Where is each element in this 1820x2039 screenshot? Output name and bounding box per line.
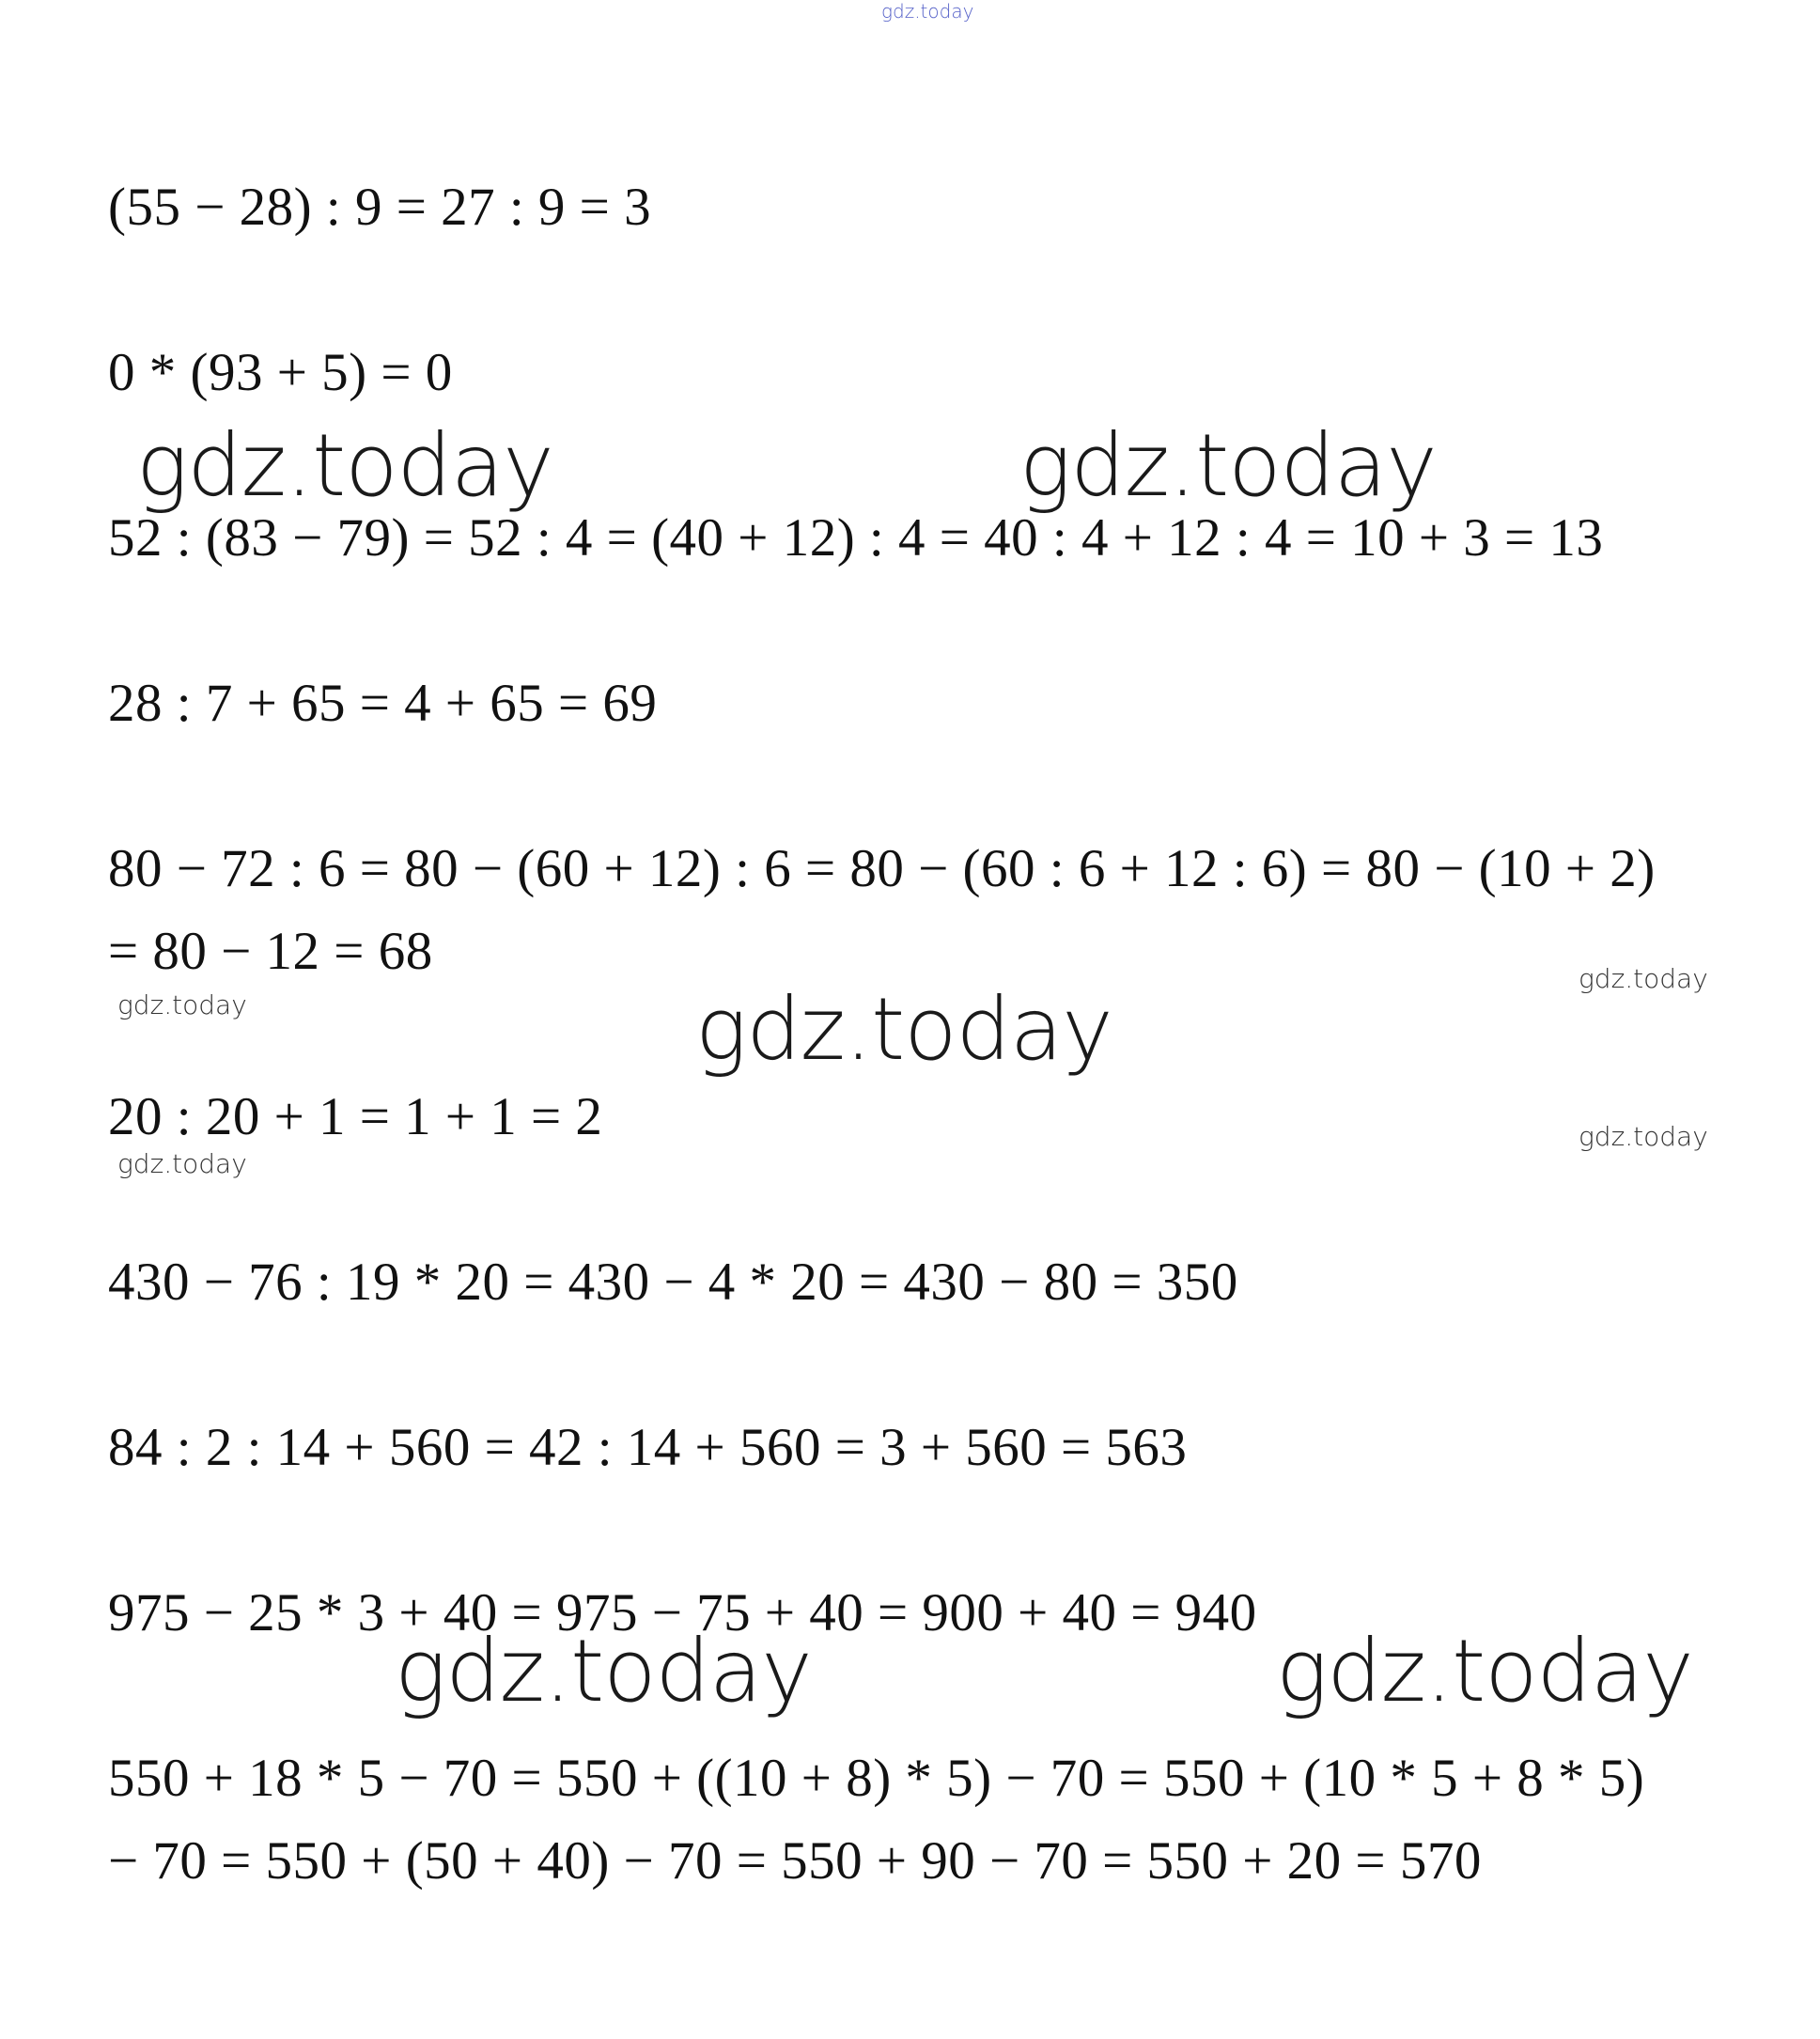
equation-line-3: 52 : (83 − 79) = 52 : 4 = (40 + 12) : 4 = 40 : 4 + 12 : 4 = 10 + 3 = 13 <box>108 508 1604 568</box>
equation-line-10: 550 + 18 * 5 − 70 = 550 + ((10 + 8) * 5) − 70 = 550 + (10 * 5 + 8 * 5) <box>108 1749 1645 1808</box>
equation-line-6: 20 : 20 + 1 = 1 + 1 = 2 <box>108 1087 603 1146</box>
equation-line-4: 28 : 7 + 65 = 4 + 65 = 69 <box>108 674 658 733</box>
watermark-large: gdz.today <box>136 415 553 516</box>
watermark-top: gdz.today <box>881 0 974 23</box>
watermark-large: gdz.today <box>695 979 1112 1080</box>
equation-line-5-continued: = 80 − 12 = 68 <box>108 922 433 981</box>
watermark-small: gdz.today <box>117 1148 247 1179</box>
equation-line-5: 80 − 72 : 6 = 80 − (60 + 12) : 6 = 80 − (60 : 6 + 12 : 6) = 80 − (10 + 2) <box>108 839 1656 898</box>
watermark-large: gdz.today <box>1276 1621 1693 1721</box>
equation-line-9: 975 − 25 * 3 + 40 = 975 − 75 + 40 = 900 + 40 = 940 <box>108 1583 1257 1642</box>
equation-line-7: 430 − 76 : 19 * 20 = 430 − 4 * 20 = 430 − 80 = 350 <box>108 1253 1238 1312</box>
equation-line-10-continued: − 70 = 550 + (50 + 40) − 70 = 550 + 90 − 70 = 550 + 20 = 570 <box>108 1831 1482 1891</box>
watermark-large: gdz.today <box>395 1621 812 1721</box>
equation-line-2: 0 * (93 + 5) = 0 <box>108 343 453 402</box>
equation-line-1: (55 − 28) : 9 = 27 : 9 = 3 <box>108 178 652 237</box>
watermark-small: gdz.today <box>1579 963 1708 994</box>
watermark-small: gdz.today <box>1579 1121 1708 1152</box>
watermark-large: gdz.today <box>1019 415 1437 516</box>
watermark-small: gdz.today <box>117 989 247 1020</box>
equation-line-8: 84 : 2 : 14 + 560 = 42 : 14 + 560 = 3 + 560 = 563 <box>108 1418 1188 1477</box>
